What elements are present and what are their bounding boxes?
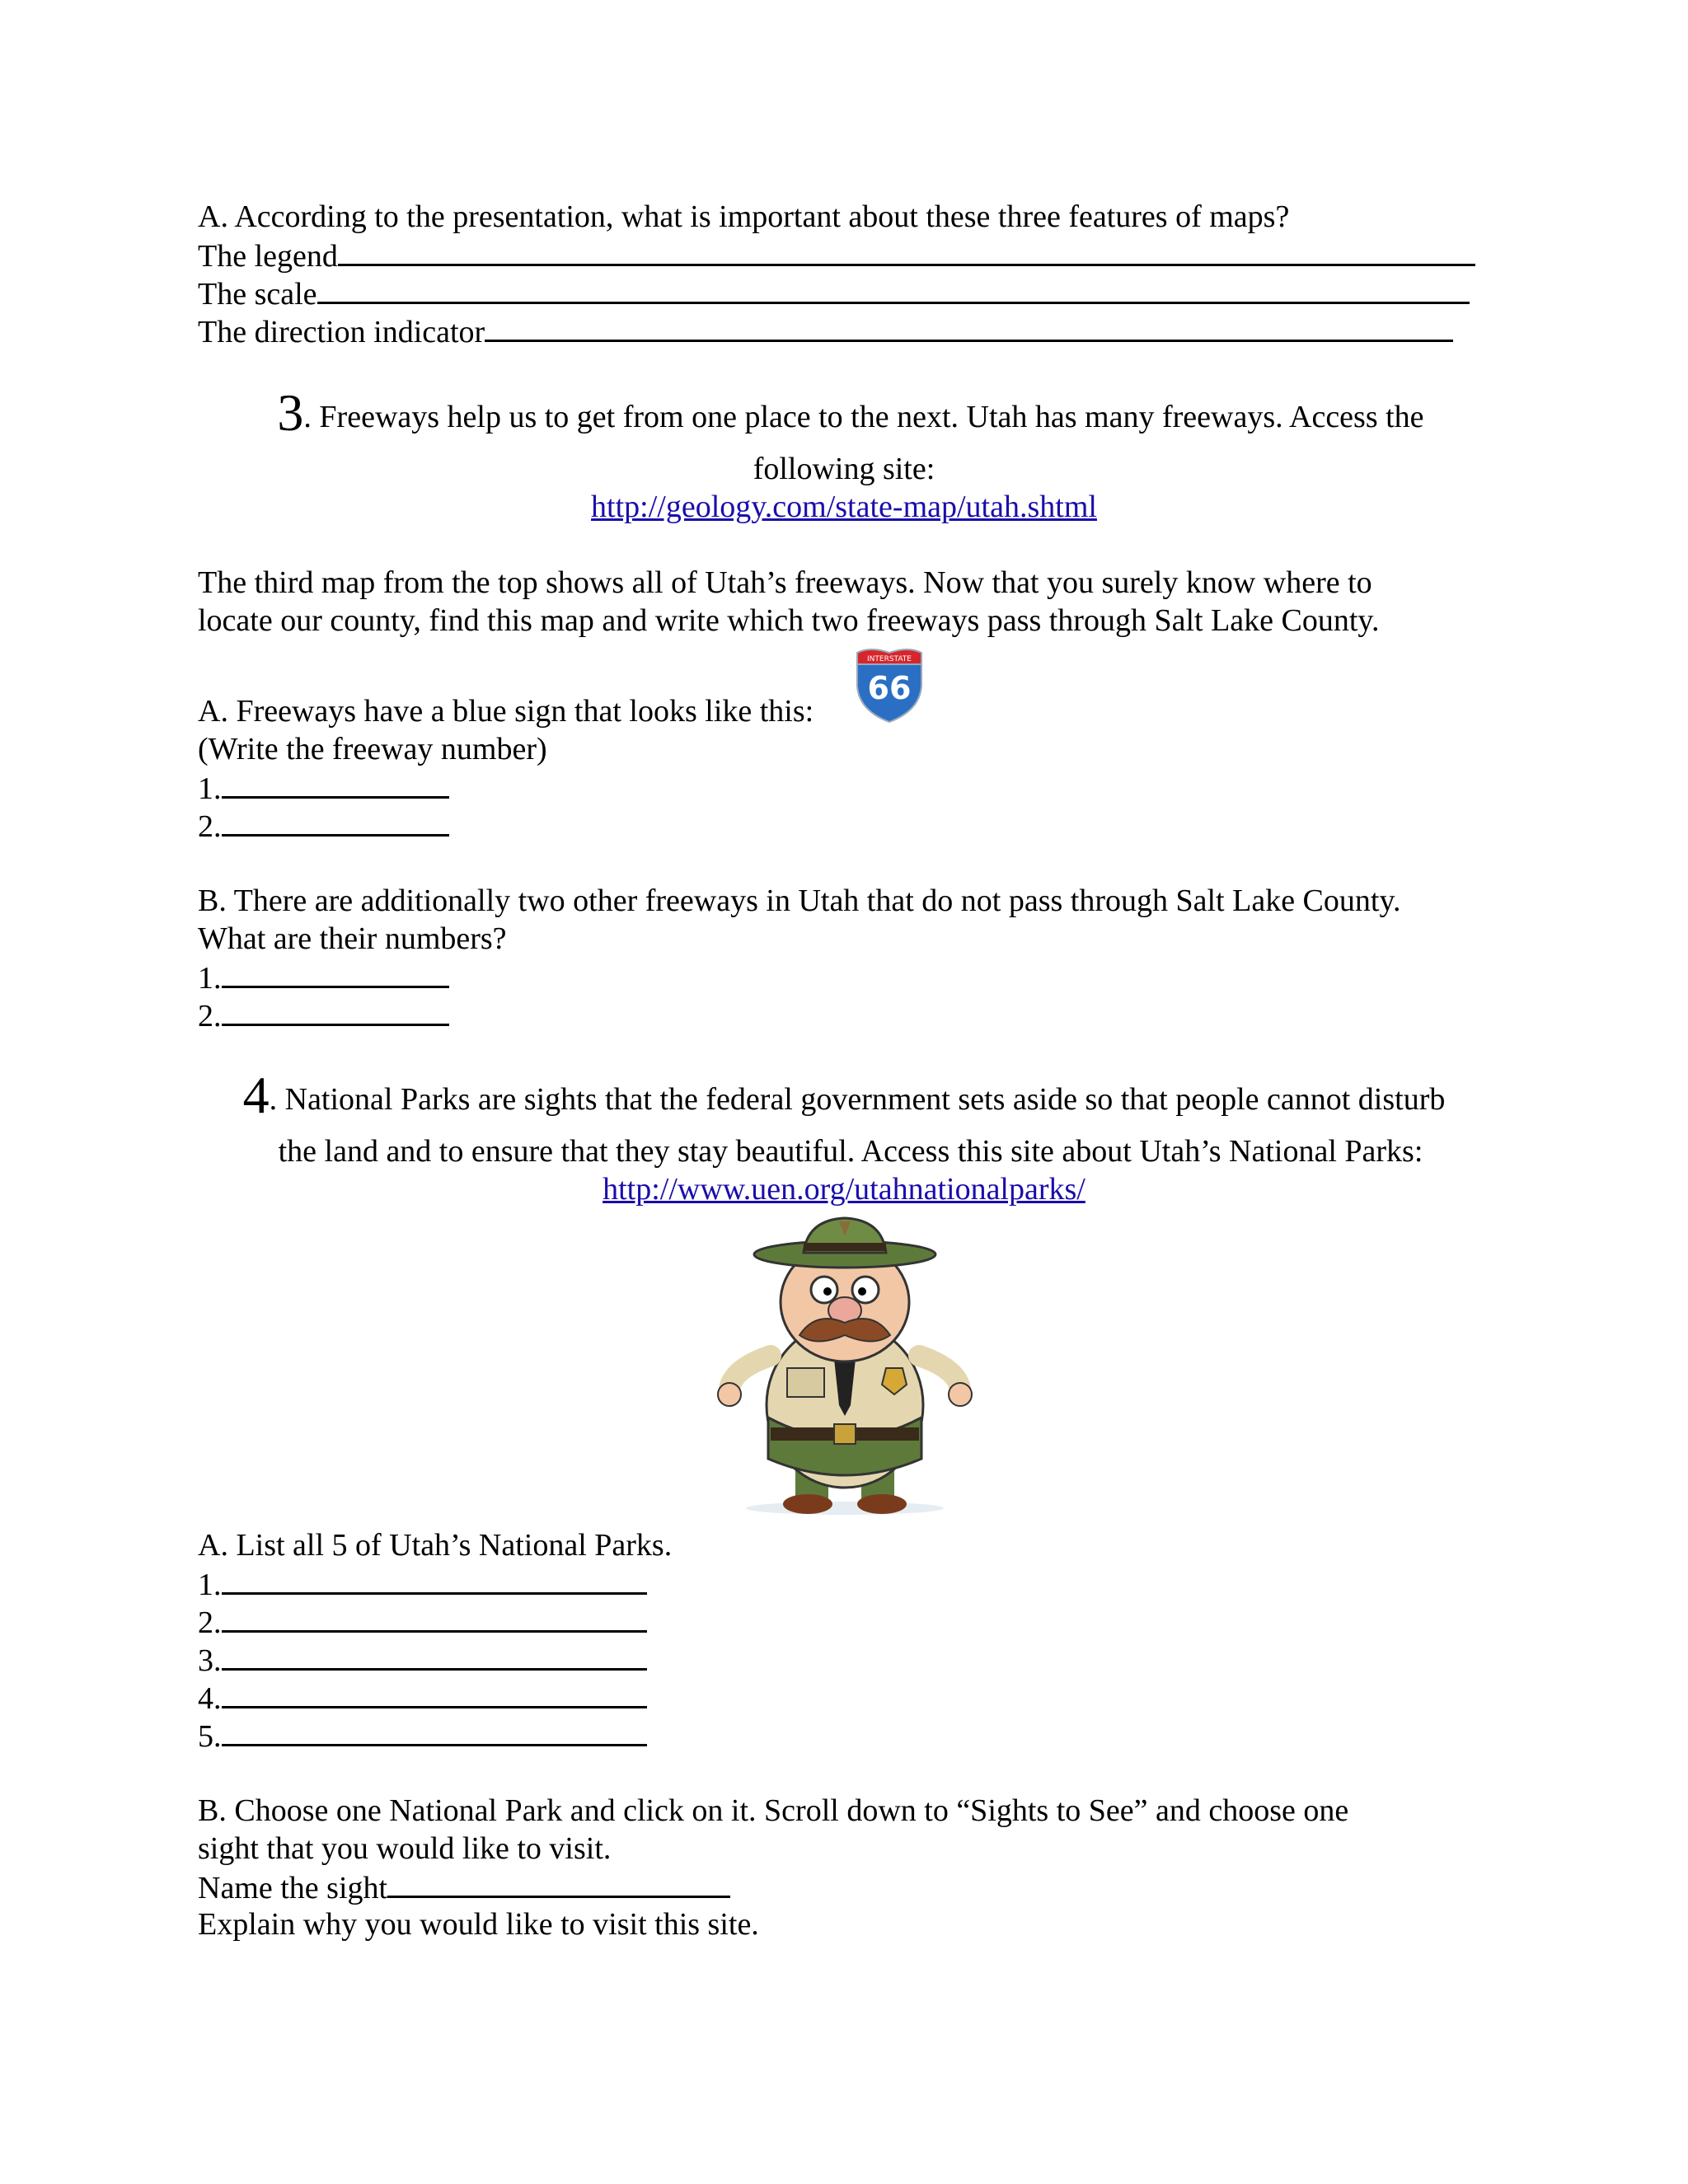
scale-answer-blank[interactable] [317, 274, 1470, 304]
legend-label: The legend [198, 239, 338, 274]
q4a-item-2-label: 2. [198, 1605, 222, 1640]
q4a-item-1-blank[interactable] [222, 1564, 647, 1595]
question-3a-note: (Write the freeway number) [198, 732, 547, 766]
q4a-item-3 [198, 1640, 647, 1680]
section3-para-line2: locate our county, find this map and write which two freeways pass through Salt Lake County. [198, 603, 1380, 638]
q3b-item-2 [198, 996, 449, 1035]
section4-link-wrap [0, 1170, 1688, 1208]
question-2a: A. According to the presentation, what is important about these three features of maps? [198, 199, 1290, 234]
direction-answer-blank[interactable] [485, 312, 1453, 342]
shield-number: 66 [867, 670, 912, 706]
question-3b-line2: What are their numbers? [198, 921, 507, 956]
direction-label: The direction indicator [198, 315, 485, 349]
question-4b-line1: B. Choose one National Park and click on it. Scroll down to “Sights to See” and choose one [198, 1793, 1349, 1828]
uen-parks-link[interactable]: http://www.uen.org/utahnationalparks/ [603, 1172, 1085, 1207]
q4a-item-2 [198, 1602, 647, 1642]
q4a-item-3-label: 3. [198, 1643, 222, 1678]
q4a-item-2-blank[interactable] [222, 1602, 647, 1633]
section3-number: 3 [277, 383, 304, 442]
q3a-item-2 [198, 806, 449, 846]
q4a-item-4 [198, 1678, 647, 1718]
park-ranger-illustration [709, 1212, 981, 1516]
legend-line [198, 236, 1475, 275]
q4a-item-4-label: 4. [198, 1681, 222, 1716]
q3b-item-1 [198, 958, 449, 997]
legend-answer-blank[interactable] [338, 236, 1475, 266]
q3a-item-1-blank[interactable] [222, 768, 449, 799]
direction-line [198, 312, 1453, 351]
section4-number: 4 [242, 1066, 270, 1124]
q3b-item-1-label: 1. [198, 961, 222, 996]
q3a-item-1-label: 1. [198, 771, 222, 806]
q3a-item-2-label: 2. [198, 809, 222, 844]
q4a-item-5-blank[interactable] [222, 1716, 647, 1746]
section3-intro-line2: following site: [753, 452, 935, 486]
scale-label: The scale [198, 277, 317, 312]
section3-link-wrap [0, 488, 1688, 526]
q4a-item-1-label: 1. [198, 1568, 222, 1602]
q3b-item-2-blank[interactable] [222, 996, 449, 1026]
geology-link[interactable]: http://geology.com/state-map/utah.shtml [591, 490, 1097, 524]
q4a-item-5-label: 5. [198, 1719, 222, 1754]
shield-top-text: INTERSTATE [867, 655, 912, 663]
q4a-item-5 [198, 1716, 647, 1755]
section4-intro-line2: the land and to ensure that they stay beautiful. Access this site about Utah’s National Parks: [278, 1134, 1423, 1169]
explain-prompt: Explain why you would like to visit this site. [198, 1907, 759, 1942]
q4a-item-4-blank[interactable] [222, 1678, 647, 1708]
question-3a: A. Freeways have a blue sign that looks like this: [198, 694, 814, 729]
q3a-item-2-blank[interactable] [222, 806, 449, 837]
q3b-item-1-blank[interactable] [222, 958, 449, 988]
q4a-item-3-blank[interactable] [222, 1640, 647, 1671]
q3a-item-1 [198, 768, 449, 808]
q3b-item-2-label: 2. [198, 999, 222, 1033]
name-sight-line [198, 1868, 730, 1907]
section3-intro-text: . Freeways help us to get from one place to the next. Utah has many freeways. Access the [303, 400, 1424, 434]
scale-line [198, 274, 1470, 313]
question-4a: A. List all 5 of Utah’s National Parks. [198, 1528, 673, 1563]
question-3b-line1: B. There are additionally two other freeways in Utah that do not pass through Salt Lake County. [198, 883, 1401, 918]
section4-intro-text: . National Parks are sights that the federal government sets aside so that people cannot disturb [269, 1082, 1446, 1117]
section3-para-line1: The third map from the top shows all of Utah’s freeways. Now that you surely know where to [198, 565, 1372, 600]
name-sight-blank[interactable] [387, 1868, 730, 1898]
section3-intro [0, 383, 1688, 442]
q4a-item-1 [198, 1564, 647, 1604]
interstate-shield-icon [852, 644, 926, 724]
question-4b-line2: sight that you would like to visit. [198, 1831, 612, 1866]
name-sight-label: Name the sight [198, 1871, 388, 1905]
section4-intro [0, 1066, 1688, 1124]
